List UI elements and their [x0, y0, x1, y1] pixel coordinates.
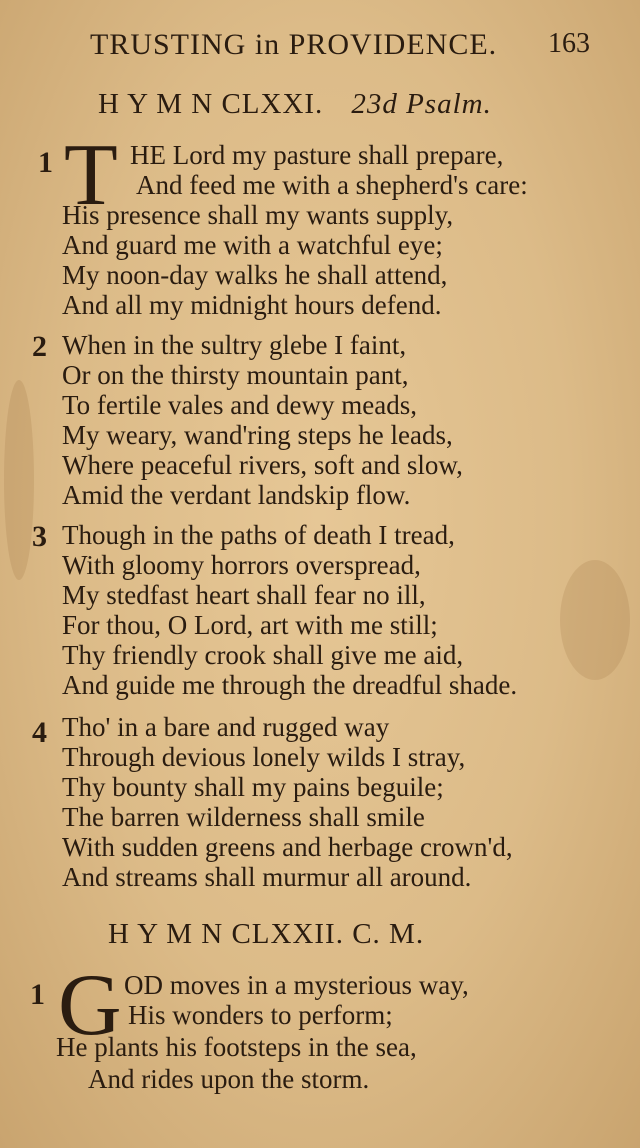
verse-line: Tho' in a bare and rugged way — [62, 712, 390, 742]
verse-line: For thou, O Lord, art with me still; — [62, 610, 438, 640]
verse-line: And feed me with a shepherd's care: — [136, 170, 528, 200]
verse-line: Though in the paths of death I tread, — [62, 520, 455, 550]
hymn-title: H Y M N CLXXII. C. M. — [108, 918, 425, 950]
verse-line: With sudden greens and herbage crown'd, — [62, 832, 513, 862]
verse-line: And guide me through the dreadful shade. — [62, 670, 518, 700]
verse-line: OD moves in a mysterious way, — [124, 970, 469, 1000]
stanza-number: 2 — [32, 330, 47, 363]
verse-line: He plants his footsteps in the sea, — [56, 1032, 417, 1062]
verse-line: Amid the verdant landskip flow. — [62, 480, 411, 510]
verse-line: My weary, wand'ring steps he leads, — [62, 420, 453, 450]
verse-line: And streams shall murmur all around. — [62, 862, 472, 892]
paper-stain — [4, 380, 34, 580]
verse-line: My noon-day walks he shall attend, — [62, 260, 448, 290]
verse-line: Where peaceful rivers, soft and slow, — [62, 450, 463, 480]
verse-line: Or on the thirsty mountain pant, — [62, 360, 409, 390]
verse-line: Through devious lonely wilds I stray, — [62, 742, 466, 772]
verse-line: And all my midnight hours defend. — [62, 290, 442, 320]
drop-cap: T — [64, 127, 118, 224]
hymn-heading — [98, 88, 492, 121]
hymn-subtitle: 23d Psalm. — [351, 88, 492, 120]
page-number: 163 — [548, 28, 590, 59]
verse-line: His presence shall my wants supply, — [62, 200, 454, 230]
running-head — [90, 20, 590, 64]
verse-line: His wonders to perform; — [128, 1000, 393, 1030]
verse-line: When in the sultry glebe I faint, — [62, 330, 407, 360]
verse-line: The barren wilderness shall smile — [62, 802, 425, 832]
verse-line: Thy bounty shall my pains beguile; — [62, 772, 444, 802]
verse-line: To fertile vales and dewy meads, — [62, 390, 417, 420]
verse-line: And rides upon the storm. — [88, 1064, 370, 1094]
verse-line: And guard me with a watchful eye; — [62, 230, 443, 260]
verse-line: Thy friendly crook shall give me aid, — [62, 640, 464, 670]
verse-line: My stedfast heart shall fear no ill, — [62, 580, 426, 610]
hymn-title: H Y M N CLXXI. — [98, 88, 324, 120]
hymn-heading — [108, 918, 424, 951]
paper-stain — [560, 560, 630, 680]
verse-line: HE Lord my pasture shall prepare, — [130, 140, 504, 170]
stanza-number: 1 — [38, 146, 53, 179]
stanza-number: 3 — [32, 520, 47, 553]
stanza-number: 4 — [32, 716, 47, 749]
verse-line: With gloomy horrors overspread, — [62, 550, 421, 580]
stanza-number: 1 — [30, 978, 45, 1011]
drop-cap: G — [58, 957, 122, 1054]
running-title: TRUSTING in PROVIDENCE. — [90, 28, 498, 61]
